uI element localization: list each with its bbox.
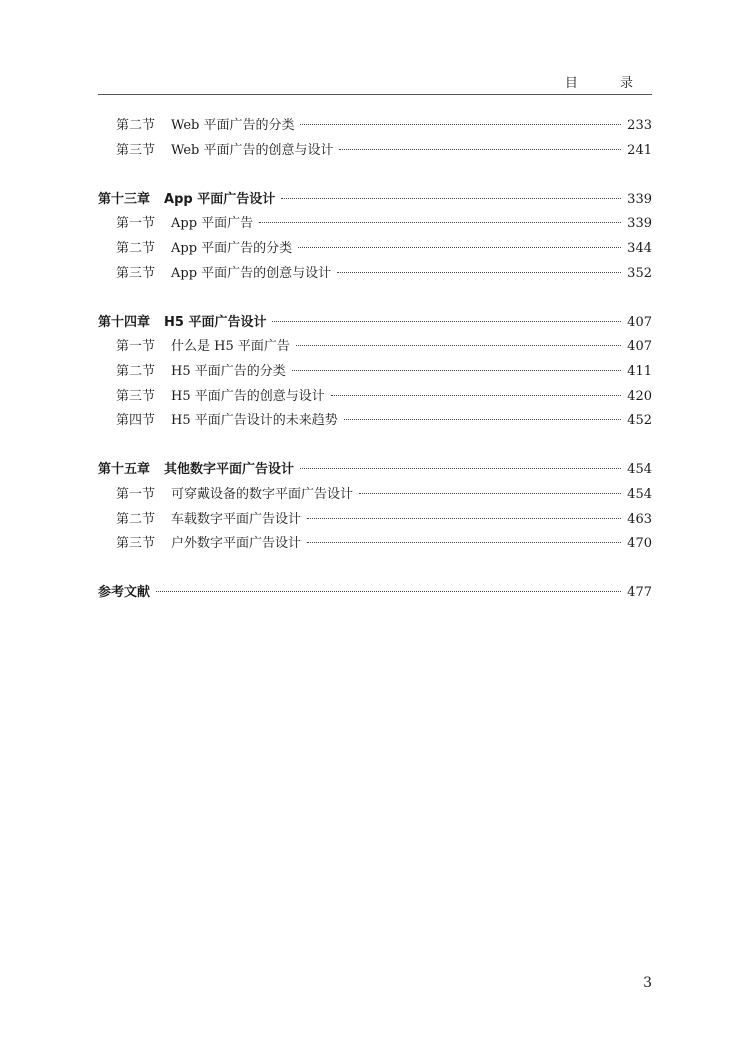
toc-leader-dots bbox=[300, 468, 621, 469]
toc-entry-page: 339 bbox=[627, 216, 652, 232]
toc-gap bbox=[98, 286, 652, 311]
toc-section-row[interactable] bbox=[98, 532, 652, 557]
toc-leader-dots bbox=[337, 272, 621, 273]
toc-leader-dots bbox=[344, 419, 621, 420]
toc-leader-dots bbox=[272, 321, 621, 322]
toc-leader-dots bbox=[359, 493, 621, 494]
toc-entry-number: 第二节 bbox=[116, 118, 156, 133]
toc-section-row[interactable] bbox=[98, 483, 652, 508]
toc-leader-dots bbox=[339, 149, 621, 150]
toc-section-row[interactable] bbox=[98, 360, 652, 385]
toc-entry-page: 420 bbox=[627, 388, 652, 404]
toc-entry-title: App 平面广告 bbox=[171, 216, 254, 232]
toc-entry-number: 第三节 bbox=[116, 536, 156, 552]
toc-entry-number: 第二节 bbox=[116, 363, 156, 379]
toc-section-row[interactable] bbox=[98, 335, 652, 360]
toc-chapter-row[interactable] bbox=[98, 188, 652, 213]
toc-entry-number: 第一节 bbox=[116, 216, 156, 232]
toc-leader-dots bbox=[307, 518, 621, 519]
header-rule bbox=[98, 94, 652, 95]
toc-entry-page: 241 bbox=[627, 142, 652, 158]
toc-entry-page: 452 bbox=[627, 413, 652, 429]
toc-leader-dots bbox=[292, 370, 621, 371]
toc-section-row[interactable] bbox=[98, 262, 652, 287]
toc-leader-dots bbox=[300, 124, 621, 125]
toc-entry-number: 第一节 bbox=[116, 339, 156, 355]
toc-entry-page: 352 bbox=[627, 265, 652, 281]
toc-section-row[interactable] bbox=[98, 385, 652, 410]
toc-leader-dots bbox=[307, 542, 621, 543]
toc-entry-page: 454 bbox=[627, 486, 652, 502]
page-number: 3 bbox=[643, 975, 652, 991]
toc-gap bbox=[98, 163, 652, 188]
toc-entry-title: H5 平面广告设计 bbox=[164, 314, 267, 330]
toc-entry-title: 可穿戴设备的数字平面广告设计 bbox=[171, 486, 354, 502]
toc-entry-number: 第三节 bbox=[116, 265, 156, 281]
toc-entry-number: 第二节 bbox=[116, 511, 156, 527]
toc-leader-dots bbox=[259, 222, 621, 223]
toc-section-row[interactable] bbox=[98, 237, 652, 262]
toc-gap bbox=[98, 434, 652, 459]
toc-entry-title: Web 平面广告的分类 bbox=[171, 118, 295, 133]
toc-entry-number: 第三节 bbox=[116, 142, 156, 158]
toc-entry-title: H5 平面广告的分类 bbox=[171, 363, 286, 379]
toc-leader-dots bbox=[156, 591, 621, 592]
toc-leader-dots bbox=[281, 198, 621, 199]
toc-entry-title: App 平面广告设计 bbox=[164, 191, 276, 207]
toc-entry-title: App 平面广告的分类 bbox=[171, 240, 293, 256]
toc-entry-number: 第十三章 bbox=[98, 191, 151, 207]
toc-section-row[interactable] bbox=[98, 409, 652, 434]
toc-entry-page: 233 bbox=[627, 118, 652, 133]
running-header-title: 目 录 bbox=[564, 76, 652, 91]
toc-chapter-row[interactable] bbox=[98, 311, 652, 336]
toc-gap bbox=[98, 557, 652, 582]
toc-chapter-row[interactable] bbox=[98, 458, 652, 483]
toc-section-row[interactable] bbox=[98, 212, 652, 237]
toc-entry-page: 454 bbox=[627, 462, 652, 478]
toc-entry-title: Web 平面广告的创意与设计 bbox=[171, 142, 334, 158]
toc-entry-number: 第一节 bbox=[116, 486, 156, 502]
toc-entry-title: App 平面广告的创意与设计 bbox=[171, 265, 332, 281]
toc-section-row[interactable] bbox=[98, 139, 652, 164]
toc-entry-page: 407 bbox=[627, 339, 652, 355]
toc-entry-title: 其他数字平面广告设计 bbox=[164, 462, 295, 478]
toc-entry-number: 第十五章 bbox=[98, 462, 151, 478]
toc-entry-title: 户外数字平面广告设计 bbox=[171, 536, 302, 552]
toc-entry-page: 344 bbox=[627, 240, 652, 256]
toc-leader-dots bbox=[296, 345, 621, 346]
toc-entry-page: 407 bbox=[627, 314, 652, 330]
toc-leader-dots bbox=[331, 395, 621, 396]
toc-entry-page: 477 bbox=[627, 585, 652, 601]
toc-chapter-row[interactable] bbox=[98, 581, 652, 606]
toc-entry-number: 第三节 bbox=[116, 388, 156, 404]
table-of-contents bbox=[98, 114, 652, 606]
toc-entry-page: 463 bbox=[627, 511, 652, 527]
toc-section-row[interactable] bbox=[98, 114, 652, 139]
toc-entry-title: 什么是 H5 平面广告 bbox=[171, 339, 290, 355]
toc-entry-number: 第四节 bbox=[116, 413, 156, 429]
toc-entry-number: 参考文献 bbox=[98, 585, 151, 601]
toc-entry-page: 339 bbox=[627, 191, 652, 207]
toc-entry-page: 411 bbox=[627, 363, 652, 379]
toc-leader-dots bbox=[298, 247, 621, 248]
toc-entry-number: 第十四章 bbox=[98, 314, 151, 330]
toc-entry-title: 车载数字平面广告设计 bbox=[171, 511, 302, 527]
toc-entry-title: H5 平面广告设计的未来趋势 bbox=[171, 413, 338, 429]
toc-entry-page: 470 bbox=[627, 536, 652, 552]
toc-entry-number: 第二节 bbox=[116, 240, 156, 256]
toc-section-row[interactable] bbox=[98, 508, 652, 533]
toc-entry-title: H5 平面广告的创意与设计 bbox=[171, 388, 325, 404]
